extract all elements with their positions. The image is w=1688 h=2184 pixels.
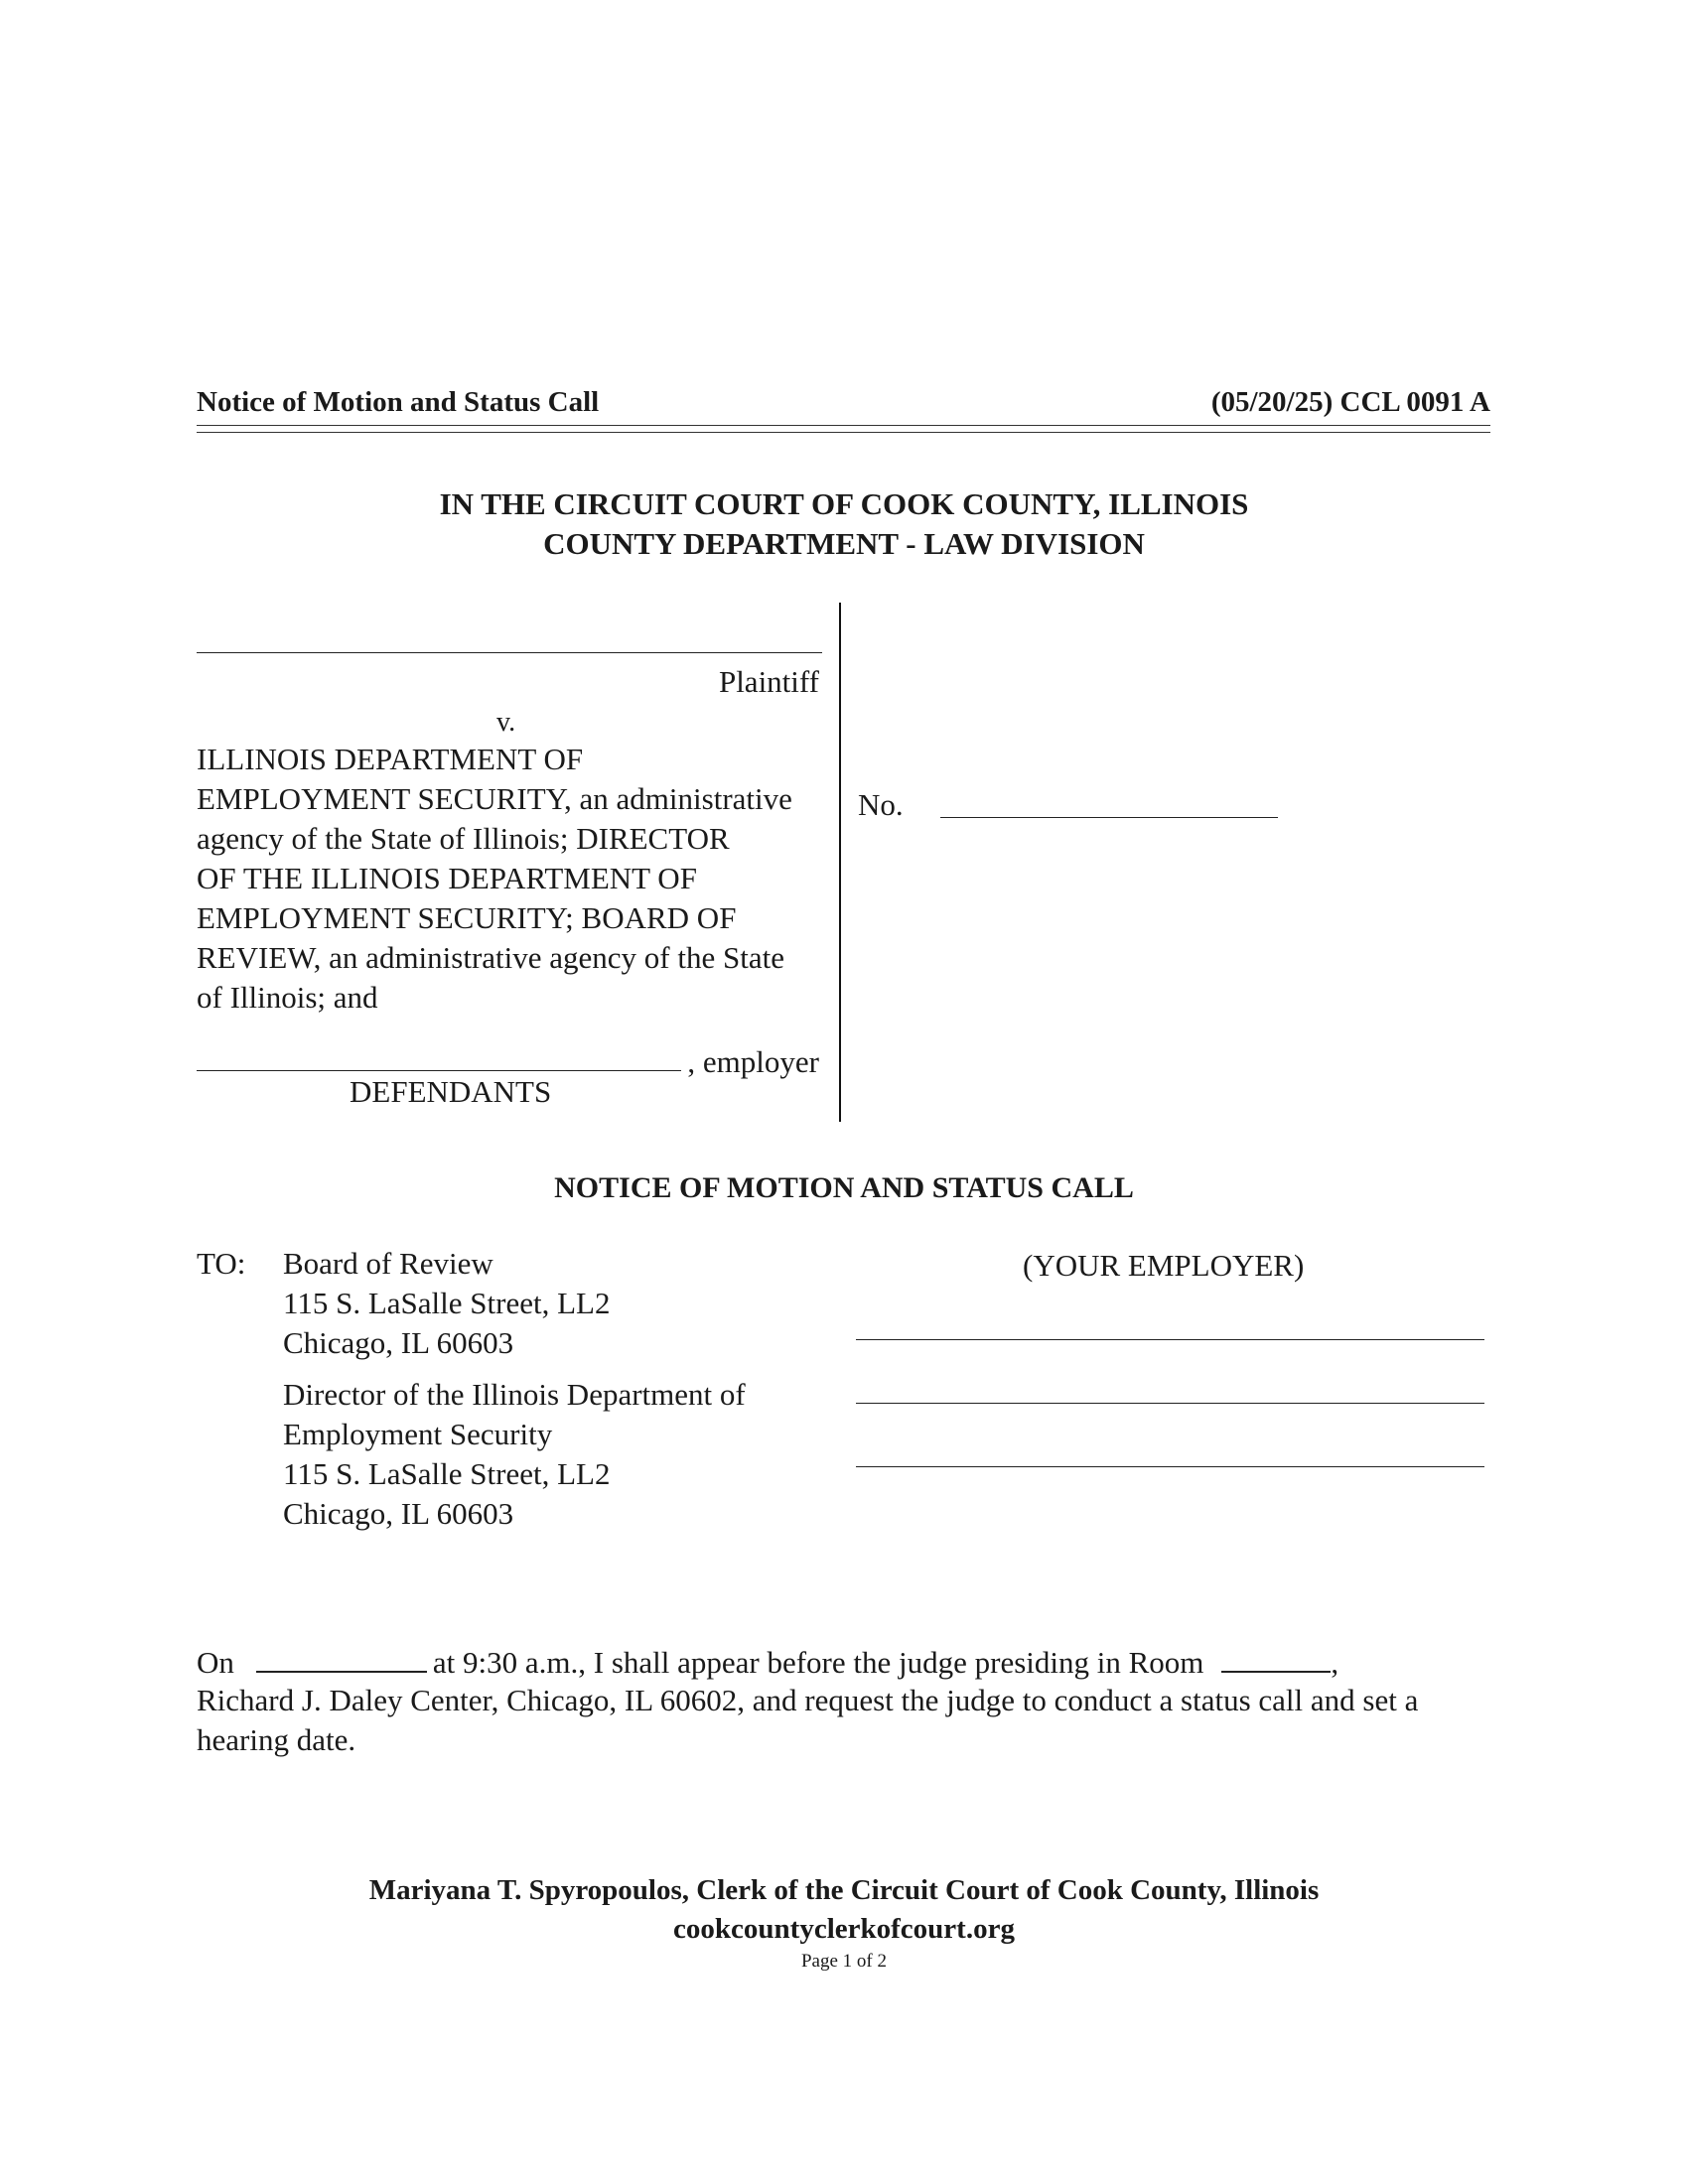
- versus: v.: [496, 707, 516, 738]
- page-number: Page 1 of 2: [800, 1951, 887, 1972]
- employer-address-line-2[interactable]: [856, 1403, 1484, 1404]
- defendant-line: agency of the State of Illinois; DIRECTOR: [197, 821, 730, 856]
- clerk-website[interactable]: cookcountyclerkofcourt.org: [673, 1913, 1015, 1945]
- address-line: Chicago, IL 60603: [283, 1496, 514, 1531]
- address-line: 115 S. LaSalle Street, LL2: [283, 1456, 611, 1491]
- header-rule-top: [197, 425, 1490, 426]
- motion-line-1: [197, 1641, 1338, 1683]
- address-line: Director of the Illinois Department of: [283, 1377, 746, 1412]
- defendant-line: OF THE ILLINOIS DEPARTMENT OF: [197, 861, 697, 895]
- defendant-caption: [197, 740, 792, 1018]
- plaintiff-label: Plaintiff: [718, 664, 819, 699]
- court-name: IN THE CIRCUIT COURT OF COOK COUNTY, ILLINOIS: [439, 486, 1249, 521]
- address-line: Chicago, IL 60603: [283, 1325, 514, 1360]
- form-code: (05/20/25) CCL 0091 A: [1210, 386, 1490, 418]
- motion-time-text: at 9:30 a.m., I shall appear before the judge presiding in Room: [432, 1645, 1204, 1680]
- caption-divider: [839, 603, 841, 1122]
- form-title: Notice of Motion and Status Call: [197, 386, 600, 418]
- case-no-label: No.: [858, 787, 904, 822]
- motion-comma: ,: [1331, 1645, 1339, 1680]
- defendants-label: DEFENDANTS: [350, 1074, 552, 1109]
- director-address: [283, 1375, 746, 1534]
- employer-address-line-3[interactable]: [856, 1466, 1484, 1467]
- address-line: Board of Review: [283, 1246, 493, 1281]
- address-line: 115 S. LaSalle Street, LL2: [283, 1286, 611, 1320]
- defendant-line: EMPLOYMENT SECURITY, an administrative: [197, 781, 792, 816]
- notice-title: NOTICE OF MOTION AND STATUS CALL: [554, 1171, 1134, 1204]
- motion-line-2: Richard J. Daley Center, Chicago, IL 60602, and request the judge to conduct a status call and set a: [197, 1683, 1419, 1717]
- clerk-name: Mariyana T. Spyropoulos, Clerk of the Circuit Court of Cook County, Illinois: [368, 1874, 1320, 1906]
- address-line: Employment Security: [283, 1417, 553, 1451]
- defendant-line: ILLINOIS DEPARTMENT OF: [197, 742, 584, 776]
- employer-address-line-1[interactable]: [856, 1339, 1484, 1340]
- motion-line-3: hearing date.: [197, 1722, 356, 1757]
- defendant-line: REVIEW, an administrative agency of the State: [197, 940, 784, 975]
- board-address: [283, 1244, 610, 1363]
- employer-label: (YOUR EMPLOYER): [1023, 1248, 1305, 1283]
- plaintiff-name-line: [197, 652, 822, 653]
- defendant-line: EMPLOYMENT SECURITY; BOARD OF: [197, 900, 737, 935]
- case-no-field[interactable]: [940, 817, 1278, 818]
- defendant-line: of Illinois; and: [197, 980, 378, 1015]
- header-rule-bottom: [197, 432, 1490, 433]
- employer-name-line[interactable]: [197, 1070, 681, 1071]
- room-field[interactable]: [1221, 1641, 1331, 1673]
- motion-on: On: [197, 1645, 234, 1680]
- employer-suffix: , employer: [687, 1044, 819, 1079]
- date-field[interactable]: [256, 1641, 427, 1673]
- to-label: TO:: [197, 1246, 246, 1281]
- court-division: COUNTY DEPARTMENT - LAW DIVISION: [543, 526, 1145, 561]
